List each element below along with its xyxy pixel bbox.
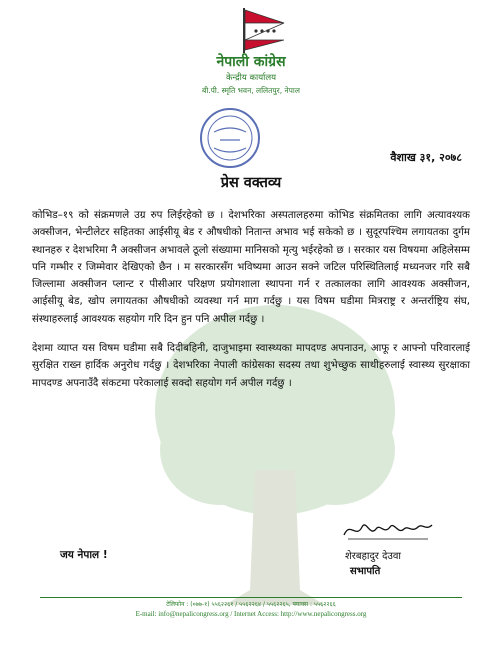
footer-divider bbox=[40, 597, 462, 598]
signer-name: शेरबहादुर देउवा bbox=[345, 551, 402, 562]
footer-contact-phone: टेलिफोन : (०७७-१) ५५६२२६१ / ५५६२२६४ / ५५६२२६५, फ्याक्स : ५५६२२६६ bbox=[166, 601, 336, 608]
statement-body bbox=[32, 207, 470, 404]
footer-email-website: E-mail: info@nepalicongress.org / Internet Access: http://www.nepalicongress.org bbox=[135, 610, 367, 618]
signer-title: सभापति bbox=[350, 566, 381, 577]
party-flag-logo bbox=[238, 6, 288, 54]
body-paragraph: कोभिड–१९ को संक्रमणले उग्र रुप लिईरहेको छ । देशभरिका अस्पतालहरुमा कोभिड संक्रमितका लागि अत्यावश्यक अक्सीजन, भेन्टीलेटर सहितका आईसीयू बेड र औषधीको नितान्त अभाव भई सकेको छ । सुदूरपश्चिम लगायतका दुर्गम स्थानहरु र देशभरिमा नै अक्सीजन अभावले ठूलो संख्यामा मानिसको मृत्यु भईरहेको छ । सरकार यस विषयमा अहिलेसम्म पनि गम्भीर र जिम्मेवार देखिएको छैन । म सरकारसँग भविष्यमा आउन सक्ने जटिल परिस्थितिलाई मध्यनजर गरि सबै जिल्लामा अक्सीजन प्लान्ट र पीसीआर परिक्षण प्रयोगशाला स्थापना गर्न र तत्कालका लागि आवश्यक अक्सीजन, आईसीयू बेड, खोप लगायतका औषधीको व्यवस्था गर्न माग गर्दछु । यस विषम घडीमा मित्रराष्ट्र र अन्तर्राष्ट्रिय संघ, संस्थाहरुलाई आवश्यक सहयोग गरि दिन हुन पनि अपील गर्दछु । bbox=[32, 210, 470, 325]
closing-salutation: जय नेपाल ! bbox=[60, 549, 108, 561]
document-title: प्रेस वक्तव्य bbox=[220, 175, 282, 191]
office-address: बी.पी. स्मृति भवन, ललितपुर, नेपाल bbox=[202, 86, 300, 95]
office-name: केन्द्रीय कार्यालय bbox=[225, 73, 277, 83]
body-paragraph: देशमा व्याप्त यस विषम घडीमा सबै दिदीबहिनी, दाजुभाइमा स्वास्थ्यका मापदण्ड अपनाउन, आफू र आफ्नो परिवारलाई सुरक्षित राख्न हार्दिक अनुरोध गर्दछु । देशभरिका नेपाली कांग्रेसका सदस्य तथा शुभेच्छुक साथीहरुलाई स्वास्थ्य सुरक्षाका मापदण्ड अपनाउँदै संकटमा परेकालाई सक्दो सहयोग गर्न अपील गर्दछु । bbox=[32, 343, 470, 389]
office-stamp bbox=[198, 106, 262, 170]
document-date: वैशाख ३१, २०७८ bbox=[390, 151, 462, 164]
handwritten-signature bbox=[340, 515, 435, 545]
organization-name: नेपाली कांग्रेस bbox=[216, 54, 286, 70]
